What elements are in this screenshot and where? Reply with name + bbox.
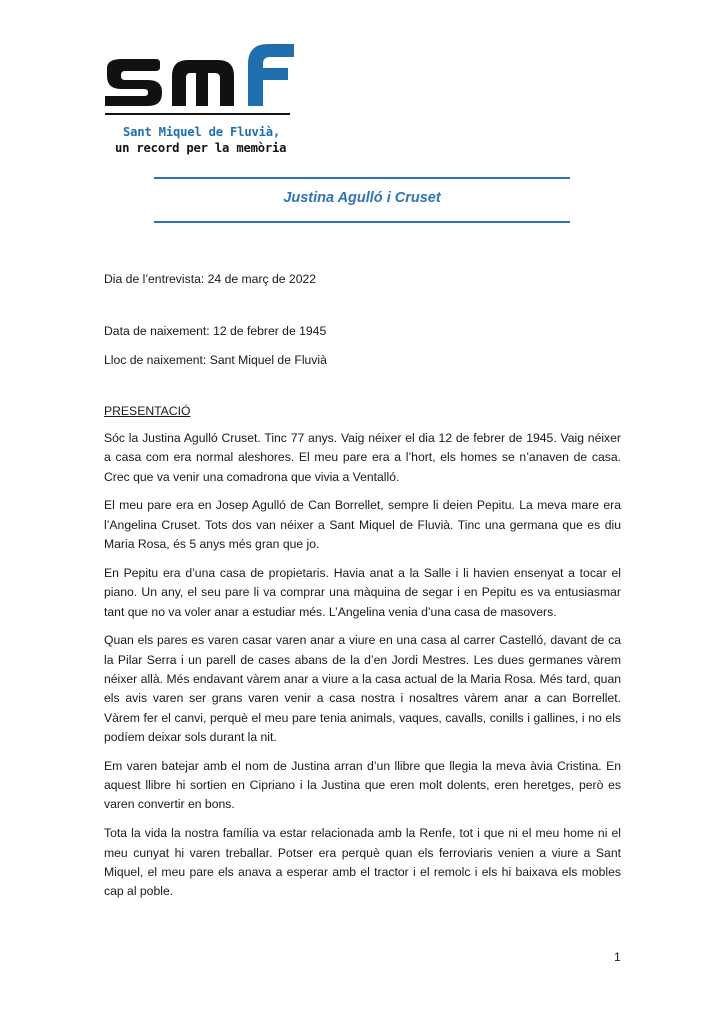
paragraph: En Pepitu era d’una casa de propietaris. Havia anat a la Salle i li havien ensenyat a tocar el piano. Un any, el seu pare li va comprar una màquina de segar i en Pepitu es va entusiasmar tant que no va voler anar a estudiar més. L’Angelina venia d’una casa de masovers.	[104, 565, 621, 619]
document-title: Justina Agulló i Cruset	[283, 190, 441, 206]
paragraph: Tota la vida la nostra família va estar relacionada amb la Renfe, tot i que ni el meu home ni el meu cunyat hi varen treballar. Potser era perquè quan els ferroviaris venien a viure a Sant Miquel, el meu pare els anava a esperar amb el tractor i el remolc i els hi baixava els mobles cap al poble.	[104, 826, 621, 899]
smf-logo	[100, 40, 310, 165]
logo-tagline-line1: Sant Miquel de Fluvià,	[123, 125, 281, 139]
logo-tagline-line2: un record per la memòria	[115, 141, 287, 155]
birth-place: Lloc de naixement: Sant Miquel de Fluvià	[104, 353, 327, 367]
smf-wordmark-logo	[100, 40, 310, 122]
title-bottom-rule	[154, 221, 570, 223]
paragraph: Em varen batejar amb el nom de Justina arran d’un llibre que llegia la meva àvia Cristina. En aquest llibre hi sortien en Cipriano i la Justina que eren molt dolents, eren heretges, però es varen convertir en bons.	[104, 758, 621, 812]
page-number: 1	[614, 950, 621, 964]
title-top-rule	[154, 177, 570, 179]
body-text	[104, 429, 621, 911]
paragraph: El meu pare era en Josep Agulló de Can Borrellet, sempre li deien Pepitu. La meva mare era l’Angelina Cruset. Tots dos van néixer a Sant Miquel de Fluvià. Tinc una germana que es diu Maria Rosa, és 5 anys més gran que jo.	[104, 498, 621, 552]
paragraph: Sóc la Justina Agulló Cruset. Tinc 77 anys. Vaig néixer el dia 12 de febrer de 1945. Vaig néixer a casa com era normal aleshores. El meu pare era a l’hort, els homes se n’anaven de casa. Crec que va venir una comadrona que vivia a Ventalló.	[104, 431, 621, 484]
birth-date: Data de naixement: 12 de febrer de 1945	[104, 324, 327, 338]
interview-date: Dia de l’entrevista: 24 de març de 2022	[104, 272, 317, 286]
section-heading: PRESENTACIÓ	[104, 404, 191, 418]
paragraph: Quan els pares es varen casar varen anar a viure en una casa al carrer Castelló, davant de ca la Pilar Serra i un parell de cases abans de la d’en Jordi Mestres. Les dues germanes vàrem néixer allà. Més endavant vàrem anar a viure a la casa actual de la Maria Rosa. Més tard, quan els avis varen ser grans varen venir a casa nostra i nosaltres vàrem anar a can Borrellet. Vàrem fer el canvi, perquè el meu pare tenia animals, vaques, cavalls, conills i gallines, i no els podíem deixar sols durant la nit.	[104, 633, 621, 744]
